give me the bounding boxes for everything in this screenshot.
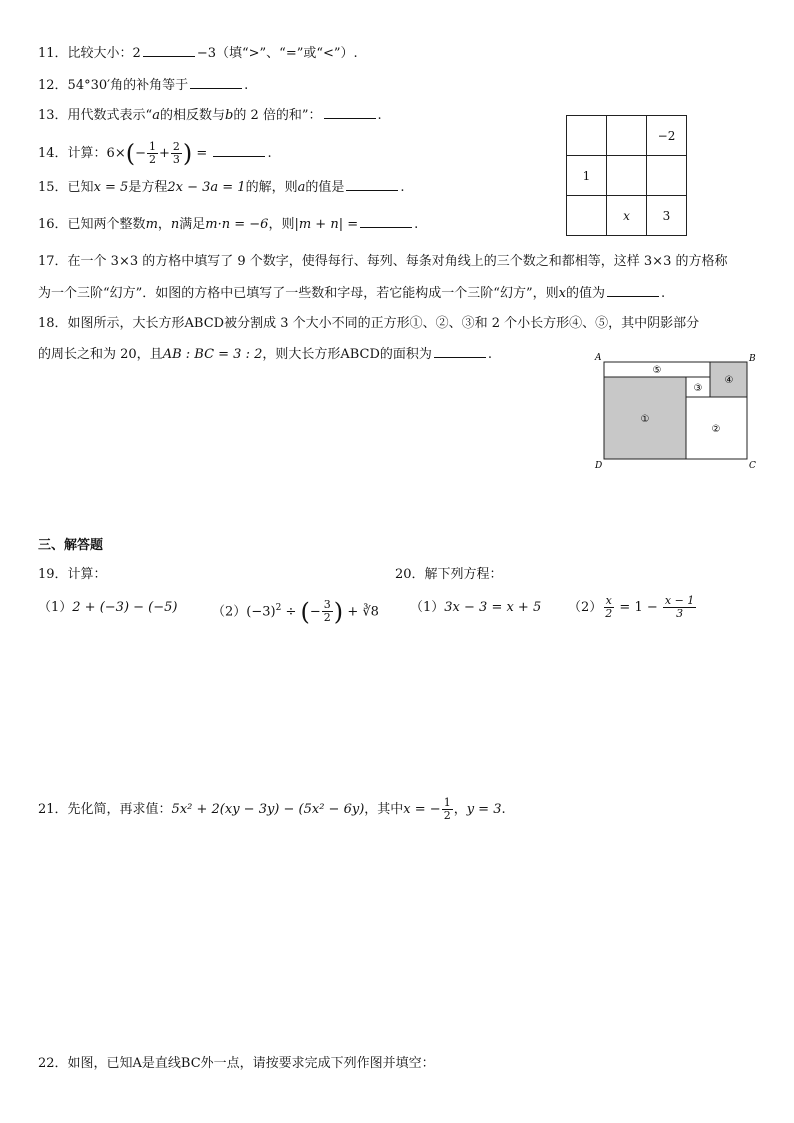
- question-19-part-1: （1）2 + (−3) − (−5): [38, 600, 178, 615]
- answer-blank[interactable]: [607, 284, 659, 297]
- answer-blank[interactable]: [360, 215, 412, 228]
- question-11: 11．比较大小：2 −3（填“>”、“=”或“<”）.: [38, 46, 358, 61]
- magic-square-grid: [566, 115, 687, 236]
- question-18-line-2: 的周长之和为 20，且AB : BC = 3 : 2，则大长方形ABCD的面积为 .: [38, 347, 493, 362]
- question-18-line-1: 18．如图所示，大长方形ABCD被分割成 3 个大小不同的正方形①、②、③和 2 个小长方形④、⑤，其中阴影部分: [38, 316, 700, 331]
- magic-cell: [567, 116, 607, 156]
- region-label-5: ⑤: [652, 365, 662, 376]
- question-17-line-2: 为一个三阶“幻方”．如图的方格中已填写了一些数和字母，若它能构成一个三阶“幻方”，则x的值为 .: [38, 286, 666, 301]
- vertex-label-d: D: [595, 461, 603, 471]
- magic-cell: x: [607, 196, 647, 236]
- magic-cell: −2: [647, 116, 687, 156]
- region-label-1: ①: [640, 414, 650, 425]
- vertex-label-b: B: [749, 354, 756, 364]
- magic-cell: [567, 196, 607, 236]
- fraction: $\frac{3}{2}$: [323, 598, 331, 625]
- fraction: $\frac{1}{2}$: [149, 140, 156, 166]
- answer-blank[interactable]: [213, 144, 265, 157]
- answer-blank[interactable]: [346, 178, 398, 191]
- vertex-label-c: C: [749, 461, 756, 471]
- region-label-4: ④: [724, 375, 734, 386]
- fraction: $\frac{x - 1}{3}$: [664, 594, 695, 620]
- fraction: $\frac{x}{2}$: [605, 594, 613, 620]
- fraction: $\frac{2}{3}$: [172, 140, 180, 166]
- magic-cell: [647, 156, 687, 196]
- answer-blank[interactable]: [324, 106, 376, 119]
- question-20-part-2: （2） $\frac{x}{2}$ = 1 − $\frac{x - 1}{3}$: [568, 594, 695, 620]
- magic-cell: 1: [567, 156, 607, 196]
- region-label-3: ③: [693, 383, 703, 394]
- question-14: 14．计算：6×(− $\frac{1}{2}$ + $\frac{2}{3}$ ) = .: [38, 139, 272, 168]
- magic-cell: [607, 156, 647, 196]
- question-19-part-2: $(2)(-3)^2$ ÷ (− $\frac{3}{2}$ ) + ∛8: [212, 597, 379, 626]
- question-16: 16．已知两个整数m，n满足m·n = −6，则|m + n| = .: [38, 217, 419, 232]
- question-19-title: 19．计算：: [38, 567, 107, 582]
- answer-blank[interactable]: [434, 345, 486, 358]
- question-12: 12．54°30′角的补角等于 .: [38, 78, 249, 93]
- question-20-part-1: （1）3x − 3 = x + 5: [410, 600, 542, 615]
- question-20-title: 20．解下列方程：: [395, 567, 503, 582]
- question-22: 22．如图，已知A是直线BC外一点，请按要求完成下列作图并填空：: [38, 1056, 435, 1071]
- answer-blank[interactable]: [190, 76, 242, 89]
- question-17-line-1: 17．在一个 3×3 的方格中填写了 9 个数字，使得每行、每列、每条对角线上的三个数之和都相等，这样 3×3 的方格称: [38, 254, 728, 269]
- vertex-label-a: A: [595, 353, 602, 363]
- magic-cell: [607, 116, 647, 156]
- rectangle-abcd-figure: [592, 350, 762, 472]
- answer-blank[interactable]: [143, 44, 195, 57]
- question-15: 15．已知x = 5是方程2x − 3a = 1的解，则a的值是 .: [38, 180, 405, 195]
- fraction: $\frac{1}{2}$: [443, 796, 451, 822]
- question-13: 13．用代数式表示“a的相反数与b的 2 倍的和”： .: [38, 108, 382, 123]
- section-heading: 三、解答题: [38, 538, 104, 553]
- region-label-2: ②: [711, 424, 721, 435]
- question-21: 21．先化简，再求值：5x² + 2(xy − 3y) − (5x² − 6y)，其中x = − $\frac{1}{2}$ ，y = 3.: [38, 796, 506, 822]
- magic-cell: 3: [647, 196, 687, 236]
